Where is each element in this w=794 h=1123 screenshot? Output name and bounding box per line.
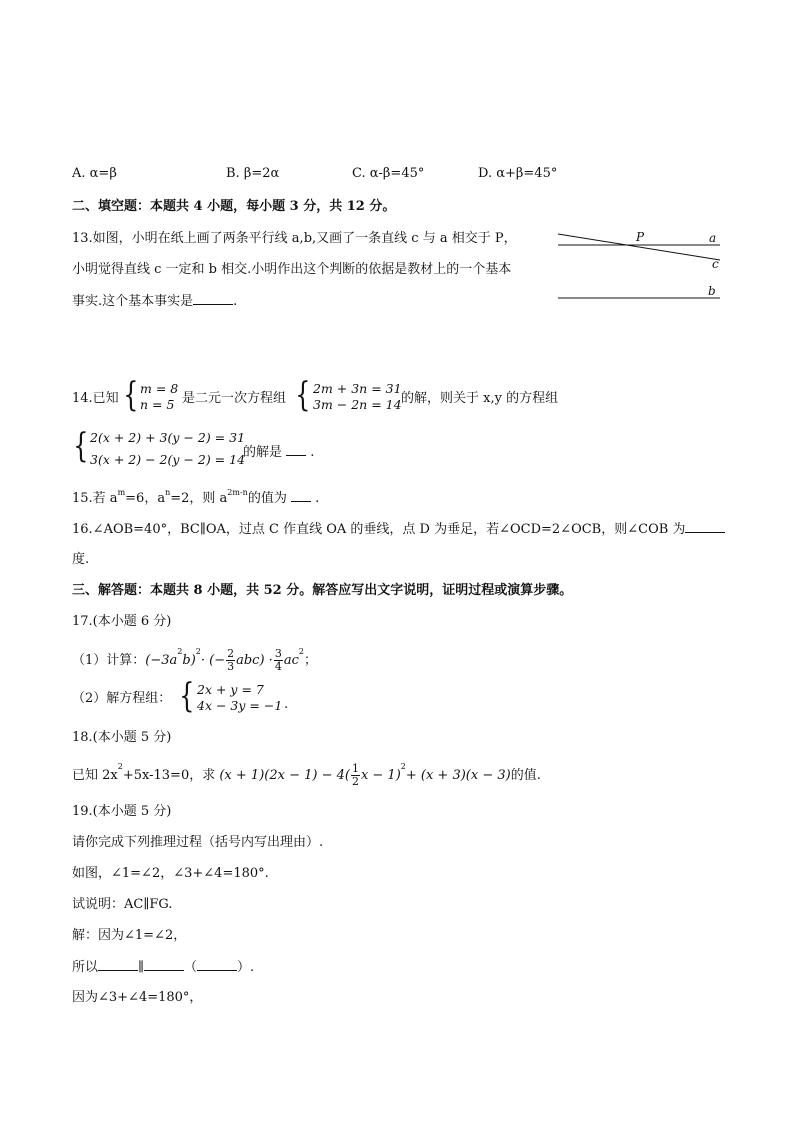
q17-expr-b: b) <box>182 653 196 668</box>
q18-expr-1: (x + 1)(2x − 1) − 4( <box>219 768 350 783</box>
q19-blank-1 <box>98 958 138 971</box>
label-b: b <box>708 284 716 298</box>
option-d: D. α+β=45° <box>478 166 558 181</box>
q17-frac2-num: 3 <box>274 647 282 660</box>
q17-sq-3: 2 <box>298 647 304 656</box>
q17-expr-d: abc) · <box>236 653 273 668</box>
q15-exp-n: n <box>165 488 171 497</box>
q17-frac1-den: 3 <box>227 660 235 673</box>
q15-answer-blank <box>291 489 311 502</box>
q17-frac1-num: 2 <box>227 647 235 660</box>
q14-mid: 是二元一次方程组 <box>182 391 287 406</box>
q17-eq2: 4x − 3y = −1 <box>197 698 283 713</box>
q19-line-3: 试说明：AC∥FG. <box>72 897 173 912</box>
q19-line-4: 解：因为∠1=∠2， <box>72 928 187 943</box>
q13-line-3-text: 事实.这个基本事实是 <box>72 294 194 309</box>
q17-frac-3-4 <box>274 648 283 673</box>
q14-system <box>313 381 402 413</box>
q14-tail-end: . <box>310 445 315 460</box>
q14-answer-blank <box>286 443 306 456</box>
q14-new-eq2: 3(x + 2) − 2(y − 2) = 14 <box>90 452 246 467</box>
q18-body <box>72 763 541 788</box>
q17-expr-e: ac <box>283 653 299 668</box>
q15-pre: 15.若 a <box>72 491 118 506</box>
q13-period: . <box>233 294 238 309</box>
q18-frac-1-2 <box>351 763 360 788</box>
q18-post: 的值. <box>510 768 541 783</box>
q15-mid1: =6，a <box>125 491 166 506</box>
q18-frac-num: 1 <box>351 762 359 775</box>
q19-paren-close: ）. <box>237 960 255 975</box>
q19-blank-reason <box>197 958 237 971</box>
q17-frac2-den: 4 <box>274 660 282 673</box>
label-p: P <box>636 230 645 244</box>
q17-part-1 <box>72 648 317 673</box>
q15-end: . <box>315 491 320 506</box>
q17-expr-a: (−3a <box>145 653 178 668</box>
q14-brace-given: { <box>123 375 139 415</box>
q15-exp-m: m <box>117 488 126 497</box>
q15-mid2: =2，则 a <box>170 491 228 506</box>
q16-answer-blank <box>685 520 725 533</box>
q16-line-2: 度. <box>72 552 90 567</box>
q13-answer-blank <box>193 292 233 305</box>
q14-new-system <box>90 430 245 468</box>
q18-expr-2: x − 1) <box>360 768 401 783</box>
q17-part-2-end: . <box>284 697 289 712</box>
section-heading-fill-in: 二、填空题：本题共 4 小题，每小题 3 分，共 12 分。 <box>72 199 396 214</box>
q19-parallel: ∥ <box>138 960 145 975</box>
q18-pre: 已知 2x <box>72 768 118 783</box>
q19-blank-2 <box>144 958 184 971</box>
q13-figure <box>550 225 730 305</box>
q19-line-1: 请你完成下列推理过程（括号内写出理由）. <box>72 835 324 850</box>
q17-part-2-label: （2）解方程组： <box>72 691 172 706</box>
q17-system <box>197 682 282 714</box>
q18-expr-3: + (x + 3)(x − 3) <box>405 768 511 783</box>
q19-paren-open: （ <box>184 960 198 975</box>
option-c: C. α-β=45° <box>352 166 425 181</box>
q17-frac-2-3 <box>226 648 235 673</box>
q17-sq-1: 2 <box>177 647 183 656</box>
q18-frac-den: 2 <box>351 775 359 788</box>
q14-prefix: 14.已知 <box>72 391 119 406</box>
q15-exp-2m-n: 2m-n <box>227 488 248 497</box>
q14-system-eq2: 3m − 2n = 14 <box>313 397 402 412</box>
label-a: a <box>709 231 717 245</box>
q18-sq-2: 2 <box>400 762 406 771</box>
label-c: c <box>712 257 719 271</box>
q13-line-3 <box>72 292 237 311</box>
q18-sq-1: 2 <box>117 762 123 771</box>
q17-title: 17.(本小题 6 分) <box>72 614 172 629</box>
q18-title: 18.(本小题 5 分) <box>72 730 172 745</box>
q19-title: 19.(本小题 5 分) <box>72 804 172 819</box>
q13-line-2: 小明觉得直线 c 一定和 b 相交.小明作出这个判断的依据是教材上的一个基本 <box>72 262 512 277</box>
q19-l5-pre: 所以 <box>72 960 99 975</box>
q16-line-1 <box>72 520 725 539</box>
q19-line-5 <box>72 958 254 977</box>
q14-given-n: n = 5 <box>140 397 175 412</box>
q16-text: 16.∠AOB=40°，BC∥OA，过点 C 作直线 OA 的垂线，点 D 为垂足，若∠OCD=2∠OCB，则∠COB 为 <box>72 522 686 537</box>
option-a: A. α=β <box>72 166 117 181</box>
q14-tail <box>243 443 314 462</box>
q17-eq1: 2x + y = 7 <box>197 682 264 697</box>
q14-system-eq1: 2m + 3n = 31 <box>313 381 402 396</box>
option-b: B. β=2α <box>226 166 280 181</box>
q14-brace-system: { <box>295 375 311 415</box>
q19-line-6: 因为∠3+∠4=180°， <box>72 990 203 1005</box>
q17-expr-c: · (− <box>200 653 226 668</box>
q17-sq-2: 2 <box>195 647 201 656</box>
q17-part-1-label: （1）计算： <box>72 653 146 668</box>
q15 <box>72 489 319 508</box>
q19-line-2: 如图，∠1=∠2，∠3+∠4=180°. <box>72 866 269 881</box>
q15-post: 的值为 <box>247 491 287 506</box>
q17-part-1-end: ； <box>303 653 317 668</box>
section-heading-solve: 三、解答题：本题共 8 小题，共 52 分。解答应写出文字说明，证明过程或演算步骤。 <box>72 583 573 598</box>
q14-post: 的解，则关于 x,y 的方程组 <box>401 391 559 406</box>
q17-brace: { <box>179 676 195 716</box>
q14-given-system <box>140 381 178 413</box>
q18-mid: +5x-13=0，求 <box>122 768 216 783</box>
q14-brace-new: { <box>73 426 89 466</box>
q14-new-eq1: 2(x + 2) + 3(y − 2) = 31 <box>90 430 246 445</box>
q13-line-1: 13.如图，小明在纸上画了两条平行线 a,b,又画了一条直线 c 与 a 相交于 P， <box>72 231 517 246</box>
q14-given-m: m = 8 <box>140 381 179 396</box>
q14-tail-text: 的解是 <box>243 445 283 460</box>
